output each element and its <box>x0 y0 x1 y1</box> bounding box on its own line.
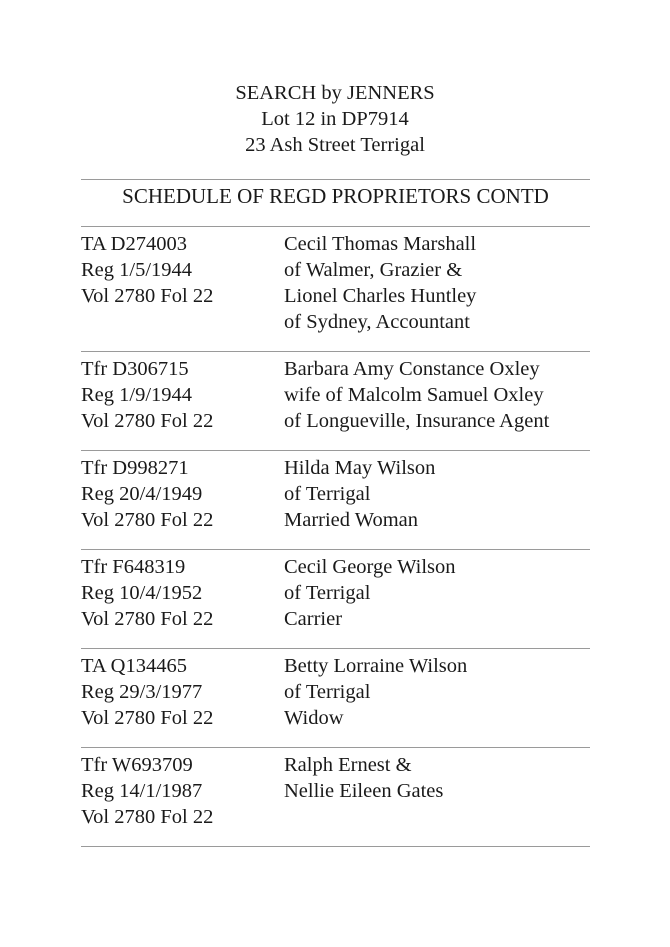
header-lot: Lot 12 in DP7914 <box>261 108 409 130</box>
divider <box>81 648 590 649</box>
schedule-title: SCHEDULE OF REGD PROPRIETORS CONTD <box>122 184 549 208</box>
entry-proprietor <box>284 356 594 434</box>
registration-date: Reg 14/1/1987 <box>81 780 203 802</box>
registration-date: Reg 20/4/1949 <box>81 483 203 505</box>
proprietor-line: Carrier <box>284 608 343 630</box>
proprietor-line: of Walmer, Grazier & <box>284 259 463 281</box>
proprietor-line: of Longueville, Insurance Agent <box>284 410 550 432</box>
proprietor-line: of Terrigal <box>284 483 371 505</box>
volume-folio: Vol 2780 Fol 22 <box>81 285 214 307</box>
entry-proprietor <box>284 752 594 804</box>
entry-registration <box>81 455 281 533</box>
volume-folio: Vol 2780 Fol 22 <box>81 608 214 630</box>
registration-date: Reg 1/9/1944 <box>81 384 193 406</box>
proprietor-line: Barbara Amy Constance Oxley <box>284 358 540 380</box>
volume-folio: Vol 2780 Fol 22 <box>81 806 214 828</box>
instrument-number: TA Q134465 <box>81 655 187 677</box>
entry-proprietor <box>284 554 594 632</box>
proprietor-line: wife of Malcolm Samuel Oxley <box>284 384 544 406</box>
proprietor-line: of Terrigal <box>284 681 371 703</box>
registration-date: Reg 29/3/1977 <box>81 681 203 703</box>
proprietor-line: Nellie Eileen Gates <box>284 780 444 802</box>
divider <box>81 549 590 550</box>
proprietor-line: of Terrigal <box>284 582 371 604</box>
entry-registration <box>81 752 281 830</box>
registration-date: Reg 1/5/1944 <box>81 259 193 281</box>
volume-folio: Vol 2780 Fol 22 <box>81 707 214 729</box>
divider <box>81 846 590 847</box>
instrument-number: Tfr D998271 <box>81 457 189 479</box>
entry-proprietor <box>284 455 594 533</box>
proprietor-line: of Sydney, Accountant <box>284 311 470 333</box>
volume-folio: Vol 2780 Fol 22 <box>81 509 214 531</box>
entry-registration <box>81 356 281 434</box>
registration-date: Reg 10/4/1952 <box>81 582 203 604</box>
header-address: 23 Ash Street Terrigal <box>245 134 425 156</box>
entry-proprietor <box>284 653 594 731</box>
entry-registration <box>81 231 281 309</box>
instrument-number: Tfr W693709 <box>81 754 193 776</box>
instrument-number: Tfr F648319 <box>81 556 186 578</box>
entry-proprietor <box>284 231 594 335</box>
instrument-number: Tfr D306715 <box>81 358 189 380</box>
volume-folio: Vol 2780 Fol 22 <box>81 410 214 432</box>
divider <box>81 351 590 352</box>
header-title: SEARCH by JENNERS <box>235 82 435 104</box>
proprietor-line: Cecil Thomas Marshall <box>284 233 477 255</box>
entry-registration <box>81 554 281 632</box>
proprietor-line: Ralph Ernest & <box>284 754 412 776</box>
entry-registration <box>81 653 281 731</box>
instrument-number: TA D274003 <box>81 233 187 255</box>
proprietor-line: Lionel Charles Huntley <box>284 285 477 307</box>
proprietor-line: Widow <box>284 707 344 729</box>
divider <box>81 226 590 227</box>
proprietor-line: Married Woman <box>284 509 419 531</box>
divider <box>81 450 590 451</box>
document-header <box>0 81 670 159</box>
divider <box>81 747 590 748</box>
proprietor-line: Hilda May Wilson <box>284 457 436 479</box>
divider <box>81 179 590 180</box>
proprietor-line: Betty Lorraine Wilson <box>284 655 468 677</box>
proprietor-line: Cecil George Wilson <box>284 556 456 578</box>
